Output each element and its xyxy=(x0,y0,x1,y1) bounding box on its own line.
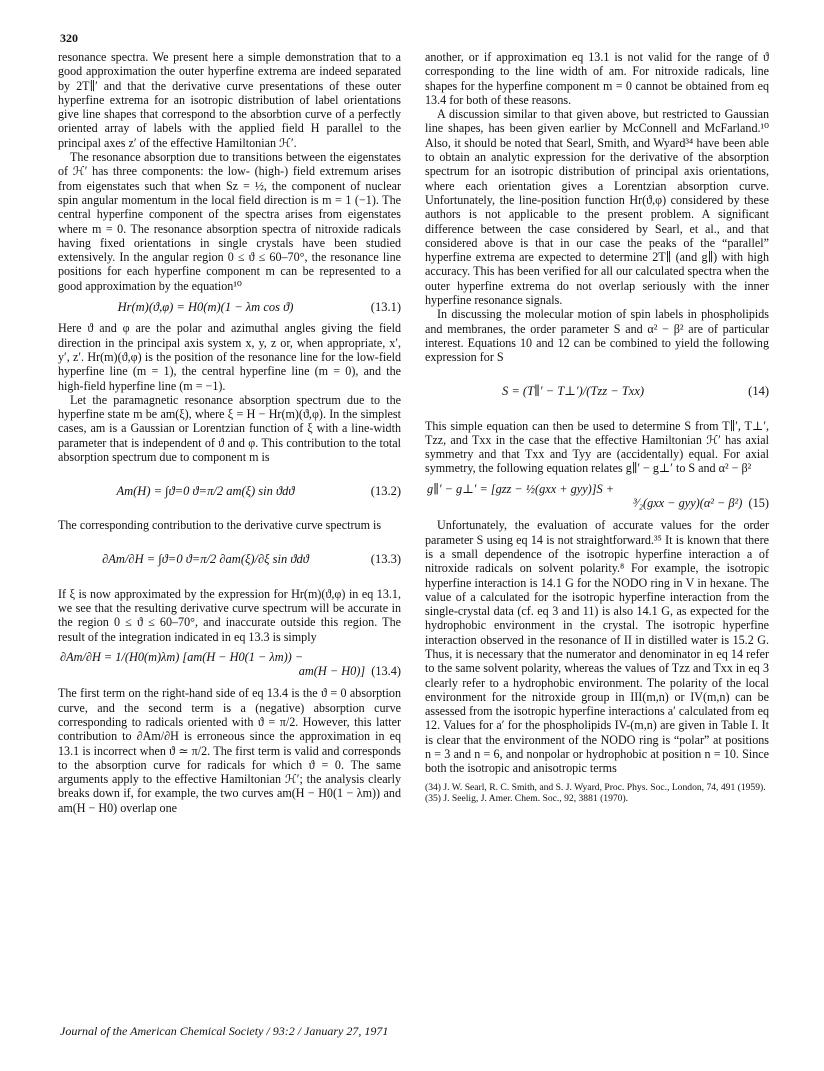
paragraph: In discussing the molecular motion of spin labels in phospholipids and membranes, the order parameter S and α² − β² are of particular interest. Equations 10 and 12 can be combined to yield the following expression for S xyxy=(425,307,769,365)
paragraph: This simple equation can then be used to determine S from T∥′, T⊥′, Tzz, and Txx in the case that the effective Hamiltonian ℋ′ has axial symmetry and that Txx and Tyy are (accidentally) equal. For axial symmetry, the following equation relates g∥′ − g⊥′ to S and α² − β² xyxy=(425,418,769,476)
equation-13-3 xyxy=(58,540,401,580)
paragraph: resonance spectra. We present here a simple demonstration that to a good approximation the outer hyperfine extrema are indeed separated by 2T∥′ and that the derivative curve presentations of these outer hyperfine extrema for an isotropic distribution of label orientations give line shapes that correspond to the absorbtion curve of a perfectly oriented array of labels with the applied field H parallel to the principal axes z′ of the effective Hamiltonian ℋ′. xyxy=(58,50,401,150)
paragraph: another, or if approximation eq 13.1 is not valid for the range of ϑ corresponding to the line width of am. For nitroxide radicals, line shapes for the hyperfine component m = 0 cannot be obtained from eq 13.4 for both of these reasons. xyxy=(425,50,769,107)
equation-body: Am(H) = ∫ϑ=0 ϑ=π/2 am(ξ) sin ϑdϑ xyxy=(116,484,295,499)
right-column xyxy=(425,50,769,805)
equation-number: (13.1) xyxy=(370,300,401,315)
equation-line xyxy=(58,664,401,678)
paragraph: A discussion similar to that given above, but restricted to Gaussian line shapes, has been given earlier by McConnell and McFarland.¹⁰ Also, it should be noted that Searl, Smith, and Wyard³⁴ have been able to obtain an analytic expression for the derivative of the absorption spectrum for an isotropic distribution of principal axis orientations, where each orientation gives a Lorentzian absorption curve. Unfortunately, the line-position function Hr(ϑ,φ) considered by these authors is not applicable to the present problem. A significant difference between the case considered by Searl, et al., and that considered above is that in our case the peaks of the “parallel” hyperfine extrema are expected to determine 2T∥ (and g∥) with high accuracy. This has been verified for all our calculated spectra when the outer hyperfine extrema do not overlap seriously with the inner hyperfine resonance signals. xyxy=(425,107,769,308)
equation-body: Hr(m)(ϑ,φ) = H0(m)(1 − λm cos ϑ) xyxy=(117,300,294,315)
paragraph: Unfortunately, the evaluation of accurate values for the order parameter S using eq 14 is not straightforward.³⁵ It is known that there is a small dependence of the isotropic hyperfine interaction a of nitroxide radicals on solvent polarity.⁸ For example, the isotropic hyperfine interaction is 14.1 G for the NODO ring in V in hexane. The value of a calculated for the isotropic hyperfine interaction from the single-crystal data (cf. eq 3 and 11) is also 14.1 G, as expected for the hydrophobic environment in the crystal. The isotropic hyperfine interaction observed in the resonance of II in distilled water is 15.2 G. Thus, it is necessary that the numerator and denominator in eq 14 refer to the same solvent polarity, whereas the values of Tzz and Txx in eq 3 clearly refer to a hydrophobic environment. The polarity of the local environment for the nitroxide group in III(m,n) or IV(m,n) can be assessed from the isotropic hyperfine interactions a′ calculated from eq 12. Values for a′ for the phospholipids IV-(m,n) are given in Table I. It is clear that the environment of the NODO ring is “polar” at positions n = 3 and n = 6, and nonpolar or hydrophobic at position n = 10. Since both the isotropic and anisotropic terms xyxy=(425,518,769,776)
equation-number: (15) xyxy=(748,496,769,511)
equation-line-text: ³⁄₂(gxx − gyy)(α² − β²) xyxy=(632,496,743,511)
equation-13-4 xyxy=(58,650,401,679)
equation-line: g∥′ − g⊥′ = [gzz − ½(gxx + gyy)]S + xyxy=(427,481,615,496)
reference-34: (34) J. W. Searl, R. C. Smith, and S. J. Wyard, Proc. Phys. Soc., London, 74, 491 (1959). xyxy=(425,781,766,793)
equation-number: (13.3) xyxy=(370,552,401,567)
equation-number: (14) xyxy=(748,384,769,399)
paragraph: The first term on the right-hand side of eq 13.4 is the ϑ = 0 absorption curve, and the second term is a (negative) absorption curve corresponding to radicals oriented with ϑ = π/2. However, this latter contribution to ∂Am/∂H is erroneous since the approximation in eq 13.1 is incorrect when ϑ ≃ π/2. The first term is valid and corresponds to the absorption curve for radicals for which ϑ = 0. The same arguments apply to the effective Hamiltonian ℋ′; the analysis clearly breaks down if, for example, the two curves am(H − H0(1 − λm)) and am(H − H0) overlap one xyxy=(58,686,401,815)
references xyxy=(425,782,769,805)
page-number: 320 xyxy=(60,31,78,45)
paragraph: Let the paramagnetic resonance absorption spectrum due to the hyperfine state m be am(ξ), where ξ = H − Hr(m)(ϑ,φ). In the simplest cases, am is a Gaussian or Lorentzian function of ξ with a line-width parameter that is independent of ϑ and φ. This contribution to the total absorption spectrum due to component m is xyxy=(58,392,401,465)
equation-14 xyxy=(425,372,769,412)
paragraph: The resonance absorption due to transitions between the eigenstates of ℋ′ has three components: the low- (high-) field extremum arises from eigenstates such that when Sz = ½, the component of nuclear spin angular momentum in the local field direction is m = 1 (−1). The central hyperfine component of the spectra arises from eigenstates where m = 0. The resonance absorption spectra of nitroxide radicals having fixed orientations in single crystals have been studied extensively. In the angular region 0 ≤ ϑ ≤ 60–70°, the resonance line positions for each hyperfine component m can be represented to a good approximation by the equation¹⁰ xyxy=(58,150,401,293)
equation-13-2 xyxy=(58,471,401,511)
equation-line-text: am(H − H0)] xyxy=(298,664,366,679)
equation-13-1 xyxy=(58,300,401,314)
journal-footer: Journal of the American Chemical Society / 93:2 / January 27, 1971 xyxy=(60,1024,389,1038)
equation-line xyxy=(425,496,769,510)
equation-15 xyxy=(425,482,769,511)
left-column xyxy=(58,50,401,815)
equation-number: (13.4) xyxy=(371,664,401,679)
paragraph: Here ϑ and φ are the polar and azimuthal angles giving the field direction in the principal axis system x, y, z or, when appropriate, x′, y′, z′. Hr(m)(ϑ,φ) is the position of the resonance line for the low-field hyperfine line (m = 1), the central hyperfine line (m = 0), and the high-field hyperfine line (m = −1). xyxy=(58,321,401,393)
paragraph: The corresponding contribution to the derivative curve spectrum is xyxy=(58,518,382,533)
reference-35: (35) J. Seelig, J. Amer. Chem. Soc., 92, 3881 (1970). xyxy=(425,793,629,805)
paragraph: If ξ is now approximated by the expression for Hr(m)(ϑ,φ) in eq 13.1, we see that the resulting derivative curve spectrum will be accurate in the region 0 ≤ ϑ ≤ 60–70°, and inaccurate outside this region. The result of the integration indicated in eq 13.3 is simply xyxy=(58,586,401,644)
equation-body: S = (T∥′ − T⊥′)/(Tzz − Txx) xyxy=(501,384,645,399)
equation-body: ∂Am/∂H = ∫ϑ=0 ϑ=π/2 ∂am(ξ)/∂ξ sin ϑdϑ xyxy=(102,552,309,567)
equation-line: ∂Am/∂H = 1/(H0(m)λm) [am(H − H0(1 − λm)) − xyxy=(60,649,304,664)
equation-number: (13.2) xyxy=(370,484,401,499)
